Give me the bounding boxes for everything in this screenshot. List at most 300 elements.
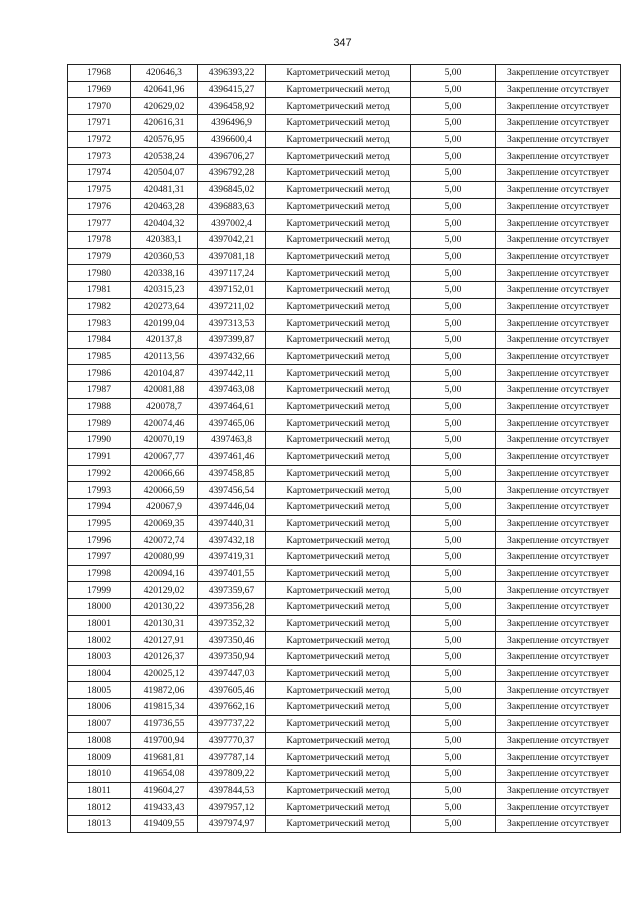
table-row: [68, 365, 621, 382]
accuracy-cell: 5,00: [411, 415, 496, 432]
x-coordinate-cell: 420383,1: [131, 231, 198, 248]
fixing-cell: Закрепление отсутствует: [496, 98, 621, 115]
fixing-cell: Закрепление отсутствует: [496, 498, 621, 515]
accuracy-cell: 5,00: [411, 181, 496, 198]
y-coordinate-cell: 4397447,03: [198, 665, 266, 682]
point-number-cell: 17971: [68, 115, 131, 132]
accuracy-cell: 5,00: [411, 732, 496, 749]
point-number-cell: 18006: [68, 699, 131, 716]
accuracy-cell: 5,00: [411, 281, 496, 298]
x-coordinate-cell: 420080,99: [131, 548, 198, 565]
x-coordinate-cell: 420129,02: [131, 582, 198, 599]
x-coordinate-cell: 420538,24: [131, 148, 198, 165]
point-number-cell: 17983: [68, 315, 131, 332]
y-coordinate-cell: 4397042,21: [198, 231, 266, 248]
x-coordinate-cell: 419872,06: [131, 682, 198, 699]
x-coordinate-cell: 420629,02: [131, 98, 198, 115]
method-cell: Картометрический метод: [266, 382, 411, 399]
y-coordinate-cell: 4396458,92: [198, 98, 266, 115]
y-coordinate-cell: 4397081,18: [198, 248, 266, 265]
point-number-cell: 17994: [68, 498, 131, 515]
fixing-cell: Закрепление отсутствует: [496, 615, 621, 632]
method-cell: Картометрический метод: [266, 815, 411, 832]
x-coordinate-cell: 420094,16: [131, 565, 198, 582]
accuracy-cell: 5,00: [411, 599, 496, 616]
table-row: [68, 65, 621, 82]
table-row: [68, 715, 621, 732]
y-coordinate-cell: 4397809,22: [198, 765, 266, 782]
point-number-cell: 17970: [68, 98, 131, 115]
accuracy-cell: 5,00: [411, 398, 496, 415]
method-cell: Картометрический метод: [266, 81, 411, 98]
accuracy-cell: 5,00: [411, 465, 496, 482]
table-row: [68, 632, 621, 649]
x-coordinate-cell: 420072,74: [131, 532, 198, 549]
x-coordinate-cell: 420067,77: [131, 448, 198, 465]
table-row: [68, 682, 621, 699]
method-cell: Картометрический метод: [266, 448, 411, 465]
y-coordinate-cell: 4397458,85: [198, 465, 266, 482]
method-cell: Картометрический метод: [266, 615, 411, 632]
point-number-cell: 18007: [68, 715, 131, 732]
x-coordinate-cell: 420130,31: [131, 615, 198, 632]
table-row: [68, 265, 621, 282]
accuracy-cell: 5,00: [411, 65, 496, 82]
accuracy-cell: 5,00: [411, 615, 496, 632]
y-coordinate-cell: 4396883,63: [198, 198, 266, 215]
table-row: [68, 515, 621, 532]
fixing-cell: Закрепление отсутствует: [496, 482, 621, 499]
fixing-cell: Закрепление отсутствует: [496, 599, 621, 616]
fixing-cell: Закрепление отсутствует: [496, 582, 621, 599]
method-cell: Картометрический метод: [266, 515, 411, 532]
method-cell: Картометрический метод: [266, 115, 411, 132]
x-coordinate-cell: 420104,87: [131, 365, 198, 382]
point-number-cell: 18011: [68, 782, 131, 799]
x-coordinate-cell: 420074,46: [131, 415, 198, 432]
fixing-cell: Закрепление отсутствует: [496, 281, 621, 298]
point-number-cell: 17987: [68, 382, 131, 399]
point-number-cell: 17975: [68, 181, 131, 198]
point-number-cell: 17981: [68, 281, 131, 298]
accuracy-cell: 5,00: [411, 498, 496, 515]
x-coordinate-cell: 420127,91: [131, 632, 198, 649]
y-coordinate-cell: 4397446,04: [198, 498, 266, 515]
table-row: [68, 165, 621, 182]
table-row: [68, 398, 621, 415]
x-coordinate-cell: 420070,19: [131, 432, 198, 449]
fixing-cell: Закрепление отсутствует: [496, 715, 621, 732]
x-coordinate-cell: 420338,16: [131, 265, 198, 282]
point-number-cell: 17973: [68, 148, 131, 165]
point-number-cell: 17969: [68, 81, 131, 98]
point-number-cell: 17976: [68, 198, 131, 215]
table-row: [68, 565, 621, 582]
fixing-cell: Закрепление отсутствует: [496, 231, 621, 248]
y-coordinate-cell: 4397456,54: [198, 482, 266, 499]
accuracy-cell: 5,00: [411, 115, 496, 132]
fixing-cell: Закрепление отсутствует: [496, 548, 621, 565]
table-row: [68, 799, 621, 816]
fixing-cell: Закрепление отсутствует: [496, 465, 621, 482]
fixing-cell: Закрепление отсутствует: [496, 65, 621, 82]
point-number-cell: 17993: [68, 482, 131, 499]
method-cell: Картометрический метод: [266, 665, 411, 682]
point-number-cell: 17980: [68, 265, 131, 282]
table-row: [68, 298, 621, 315]
table-row: [68, 382, 621, 399]
method-cell: Картометрический метод: [266, 432, 411, 449]
method-cell: Картометрический метод: [266, 165, 411, 182]
y-coordinate-cell: 4396393,22: [198, 65, 266, 82]
x-coordinate-cell: 420078,7: [131, 398, 198, 415]
point-number-cell: 18008: [68, 732, 131, 749]
table-row: [68, 465, 621, 482]
y-coordinate-cell: 4397463,08: [198, 382, 266, 399]
fixing-cell: Закрепление отсутствует: [496, 732, 621, 749]
y-coordinate-cell: 4397432,66: [198, 348, 266, 365]
point-number-cell: 17977: [68, 215, 131, 232]
x-coordinate-cell: 419654,08: [131, 765, 198, 782]
table-row: [68, 498, 621, 515]
y-coordinate-cell: 4397440,31: [198, 515, 266, 532]
method-cell: Картометрический метод: [266, 131, 411, 148]
fixing-cell: Закрепление отсутствует: [496, 815, 621, 832]
x-coordinate-cell: 420066,59: [131, 482, 198, 499]
method-cell: Картометрический метод: [266, 415, 411, 432]
y-coordinate-cell: 4397350,94: [198, 649, 266, 666]
table-row: [68, 699, 621, 716]
y-coordinate-cell: 4397352,32: [198, 615, 266, 632]
x-coordinate-cell: 420404,32: [131, 215, 198, 232]
method-cell: Картометрический метод: [266, 498, 411, 515]
fixing-cell: Закрепление отсутствует: [496, 115, 621, 132]
table-row: [68, 148, 621, 165]
fixing-cell: Закрепление отсутствует: [496, 432, 621, 449]
point-number-cell: 17988: [68, 398, 131, 415]
table-row: [68, 765, 621, 782]
method-cell: Картометрический метод: [266, 398, 411, 415]
accuracy-cell: 5,00: [411, 715, 496, 732]
fixing-cell: Закрепление отсутствует: [496, 148, 621, 165]
fixing-cell: Закрепление отсутствует: [496, 265, 621, 282]
method-cell: Картометрический метод: [266, 315, 411, 332]
accuracy-cell: 5,00: [411, 382, 496, 399]
y-coordinate-cell: 4397662,16: [198, 699, 266, 716]
y-coordinate-cell: 4396706,27: [198, 148, 266, 165]
y-coordinate-cell: 4397442,11: [198, 365, 266, 382]
accuracy-cell: 5,00: [411, 432, 496, 449]
fixing-cell: Закрепление отсутствует: [496, 382, 621, 399]
point-number-cell: 18005: [68, 682, 131, 699]
fixing-cell: Закрепление отсутствует: [496, 298, 621, 315]
method-cell: Картометрический метод: [266, 348, 411, 365]
table-row: [68, 98, 621, 115]
table-row: [68, 532, 621, 549]
point-number-cell: 17997: [68, 548, 131, 565]
method-cell: Картометрический метод: [266, 215, 411, 232]
coordinates-table: [67, 64, 621, 833]
x-coordinate-cell: 420273,64: [131, 298, 198, 315]
y-coordinate-cell: 4397432,18: [198, 532, 266, 549]
table-row: [68, 231, 621, 248]
table-row: [68, 115, 621, 132]
method-cell: Картометрический метод: [266, 565, 411, 582]
x-coordinate-cell: 420130,22: [131, 599, 198, 616]
method-cell: Картометрический метод: [266, 799, 411, 816]
y-coordinate-cell: 4397356,28: [198, 599, 266, 616]
method-cell: Картометрический метод: [266, 198, 411, 215]
method-cell: Картометрический метод: [266, 682, 411, 699]
accuracy-cell: 5,00: [411, 665, 496, 682]
table-row: [68, 548, 621, 565]
point-number-cell: 18000: [68, 599, 131, 616]
x-coordinate-cell: 419604,27: [131, 782, 198, 799]
accuracy-cell: 5,00: [411, 98, 496, 115]
method-cell: Картометрический метод: [266, 148, 411, 165]
accuracy-cell: 5,00: [411, 649, 496, 666]
y-coordinate-cell: 4397737,22: [198, 715, 266, 732]
accuracy-cell: 5,00: [411, 515, 496, 532]
fixing-cell: Закрепление отсутствует: [496, 365, 621, 382]
accuracy-cell: 5,00: [411, 799, 496, 816]
point-number-cell: 17992: [68, 465, 131, 482]
accuracy-cell: 5,00: [411, 248, 496, 265]
fixing-cell: Закрепление отсутствует: [496, 782, 621, 799]
accuracy-cell: 5,00: [411, 332, 496, 349]
method-cell: Картометрический метод: [266, 98, 411, 115]
point-number-cell: 18002: [68, 632, 131, 649]
y-coordinate-cell: 4397419,31: [198, 548, 266, 565]
method-cell: Картометрический метод: [266, 732, 411, 749]
point-number-cell: 17979: [68, 248, 131, 265]
table-row: [68, 332, 621, 349]
method-cell: Картометрический метод: [266, 231, 411, 248]
table-row: [68, 131, 621, 148]
accuracy-cell: 5,00: [411, 365, 496, 382]
method-cell: Картометрический метод: [266, 65, 411, 82]
page-number: 347: [333, 37, 352, 49]
table-row: [68, 649, 621, 666]
fixing-cell: Закрепление отсутствует: [496, 649, 621, 666]
point-number-cell: 17968: [68, 65, 131, 82]
x-coordinate-cell: 420463,28: [131, 198, 198, 215]
method-cell: Картометрический метод: [266, 181, 411, 198]
x-coordinate-cell: 420576,95: [131, 131, 198, 148]
table-row: [68, 749, 621, 766]
x-coordinate-cell: 420066,66: [131, 465, 198, 482]
y-coordinate-cell: 4397787,14: [198, 749, 266, 766]
fixing-cell: Закрепление отсутствует: [496, 165, 621, 182]
table-row: [68, 315, 621, 332]
x-coordinate-cell: 420113,56: [131, 348, 198, 365]
table-row: [68, 415, 621, 432]
fixing-cell: Закрепление отсутствует: [496, 131, 621, 148]
fixing-cell: Закрепление отсутствует: [496, 448, 621, 465]
point-number-cell: 17984: [68, 332, 131, 349]
method-cell: Картометрический метод: [266, 782, 411, 799]
x-coordinate-cell: 419736,55: [131, 715, 198, 732]
point-number-cell: 17989: [68, 415, 131, 432]
point-number-cell: 17990: [68, 432, 131, 449]
accuracy-cell: 5,00: [411, 165, 496, 182]
table-row: [68, 482, 621, 499]
x-coordinate-cell: 419815,34: [131, 699, 198, 716]
point-number-cell: 17982: [68, 298, 131, 315]
accuracy-cell: 5,00: [411, 532, 496, 549]
method-cell: Картометрический метод: [266, 365, 411, 382]
y-coordinate-cell: 4397313,53: [198, 315, 266, 332]
x-coordinate-cell: 420199,04: [131, 315, 198, 332]
point-number-cell: 17998: [68, 565, 131, 582]
fixing-cell: Закрепление отсутствует: [496, 315, 621, 332]
method-cell: Картометрический метод: [266, 298, 411, 315]
fixing-cell: Закрепление отсутствует: [496, 198, 621, 215]
table-row: [68, 281, 621, 298]
x-coordinate-cell: 420067,9: [131, 498, 198, 515]
method-cell: Картометрический метод: [266, 632, 411, 649]
x-coordinate-cell: 420360,53: [131, 248, 198, 265]
fixing-cell: Закрепление отсутствует: [496, 415, 621, 432]
method-cell: Картометрический метод: [266, 281, 411, 298]
fixing-cell: Закрепление отсутствует: [496, 348, 621, 365]
y-coordinate-cell: 4397152,01: [198, 281, 266, 298]
x-coordinate-cell: 420646,3: [131, 65, 198, 82]
table-row: [68, 815, 621, 832]
y-coordinate-cell: 4397399,87: [198, 332, 266, 349]
x-coordinate-cell: 420641,96: [131, 81, 198, 98]
point-number-cell: 17991: [68, 448, 131, 465]
accuracy-cell: 5,00: [411, 699, 496, 716]
accuracy-cell: 5,00: [411, 298, 496, 315]
accuracy-cell: 5,00: [411, 632, 496, 649]
point-number-cell: 17978: [68, 231, 131, 248]
x-coordinate-cell: 419681,81: [131, 749, 198, 766]
accuracy-cell: 5,00: [411, 131, 496, 148]
x-coordinate-cell: 419409,55: [131, 815, 198, 832]
point-number-cell: 17999: [68, 582, 131, 599]
y-coordinate-cell: 4397002,4: [198, 215, 266, 232]
table-row: [68, 732, 621, 749]
method-cell: Картометрический метод: [266, 548, 411, 565]
coordinates-table-body: [68, 65, 621, 833]
fixing-cell: Закрепление отсутствует: [496, 749, 621, 766]
x-coordinate-cell: 420481,31: [131, 181, 198, 198]
y-coordinate-cell: 4397211,02: [198, 298, 266, 315]
method-cell: Картометрический метод: [266, 482, 411, 499]
y-coordinate-cell: 4397117,24: [198, 265, 266, 282]
table-row: [68, 198, 621, 215]
table-row: [68, 348, 621, 365]
method-cell: Картометрический метод: [266, 749, 411, 766]
y-coordinate-cell: 4397770,37: [198, 732, 266, 749]
fixing-cell: Закрепление отсутствует: [496, 532, 621, 549]
y-coordinate-cell: 4397605,46: [198, 682, 266, 699]
method-cell: Картометрический метод: [266, 765, 411, 782]
accuracy-cell: 5,00: [411, 765, 496, 782]
accuracy-cell: 5,00: [411, 565, 496, 582]
y-coordinate-cell: 4396845,02: [198, 181, 266, 198]
point-number-cell: 18010: [68, 765, 131, 782]
point-number-cell: 18004: [68, 665, 131, 682]
method-cell: Картометрический метод: [266, 599, 411, 616]
point-number-cell: 18003: [68, 649, 131, 666]
fixing-cell: Закрепление отсутствует: [496, 81, 621, 98]
y-coordinate-cell: 4397957,12: [198, 799, 266, 816]
table-row: [68, 782, 621, 799]
y-coordinate-cell: 4397974,97: [198, 815, 266, 832]
method-cell: Картометрический метод: [266, 532, 411, 549]
table-row: [68, 215, 621, 232]
accuracy-cell: 5,00: [411, 231, 496, 248]
y-coordinate-cell: 4397844,53: [198, 782, 266, 799]
method-cell: Картометрический метод: [266, 582, 411, 599]
accuracy-cell: 5,00: [411, 215, 496, 232]
fixing-cell: Закрепление отсутствует: [496, 248, 621, 265]
point-number-cell: 18001: [68, 615, 131, 632]
table-row: [68, 81, 621, 98]
fixing-cell: Закрепление отсутствует: [496, 799, 621, 816]
x-coordinate-cell: 420126,37: [131, 649, 198, 666]
point-number-cell: 17985: [68, 348, 131, 365]
table-row: [68, 432, 621, 449]
fixing-cell: Закрепление отсутствует: [496, 181, 621, 198]
y-coordinate-cell: 4396496,9: [198, 115, 266, 132]
table-row: [68, 448, 621, 465]
y-coordinate-cell: 4396600,4: [198, 131, 266, 148]
y-coordinate-cell: 4396415,27: [198, 81, 266, 98]
x-coordinate-cell: 419700,94: [131, 732, 198, 749]
accuracy-cell: 5,00: [411, 482, 496, 499]
table-row: [68, 248, 621, 265]
method-cell: Картометрический метод: [266, 265, 411, 282]
fixing-cell: Закрепление отсутствует: [496, 215, 621, 232]
fixing-cell: Закрепление отсутствует: [496, 665, 621, 682]
table-row: [68, 665, 621, 682]
method-cell: Картометрический метод: [266, 699, 411, 716]
y-coordinate-cell: 4396792,28: [198, 165, 266, 182]
point-number-cell: 18009: [68, 749, 131, 766]
y-coordinate-cell: 4397350,46: [198, 632, 266, 649]
point-number-cell: 17996: [68, 532, 131, 549]
accuracy-cell: 5,00: [411, 348, 496, 365]
accuracy-cell: 5,00: [411, 265, 496, 282]
y-coordinate-cell: 4397461,46: [198, 448, 266, 465]
table-row: [68, 181, 621, 198]
point-number-cell: 17995: [68, 515, 131, 532]
fixing-cell: Закрепление отсутствует: [496, 682, 621, 699]
point-number-cell: 17972: [68, 131, 131, 148]
point-number-cell: 17986: [68, 365, 131, 382]
x-coordinate-cell: 419433,43: [131, 799, 198, 816]
method-cell: Картометрический метод: [266, 465, 411, 482]
fixing-cell: Закрепление отсутствует: [496, 515, 621, 532]
x-coordinate-cell: 420025,12: [131, 665, 198, 682]
method-cell: Картометрический метод: [266, 248, 411, 265]
accuracy-cell: 5,00: [411, 548, 496, 565]
method-cell: Картометрический метод: [266, 332, 411, 349]
accuracy-cell: 5,00: [411, 582, 496, 599]
y-coordinate-cell: 4397401,55: [198, 565, 266, 582]
y-coordinate-cell: 4397464,61: [198, 398, 266, 415]
y-coordinate-cell: 4397465,06: [198, 415, 266, 432]
accuracy-cell: 5,00: [411, 749, 496, 766]
point-number-cell: 18012: [68, 799, 131, 816]
accuracy-cell: 5,00: [411, 198, 496, 215]
fixing-cell: Закрепление отсутствует: [496, 398, 621, 415]
y-coordinate-cell: 4397359,67: [198, 582, 266, 599]
method-cell: Картометрический метод: [266, 715, 411, 732]
